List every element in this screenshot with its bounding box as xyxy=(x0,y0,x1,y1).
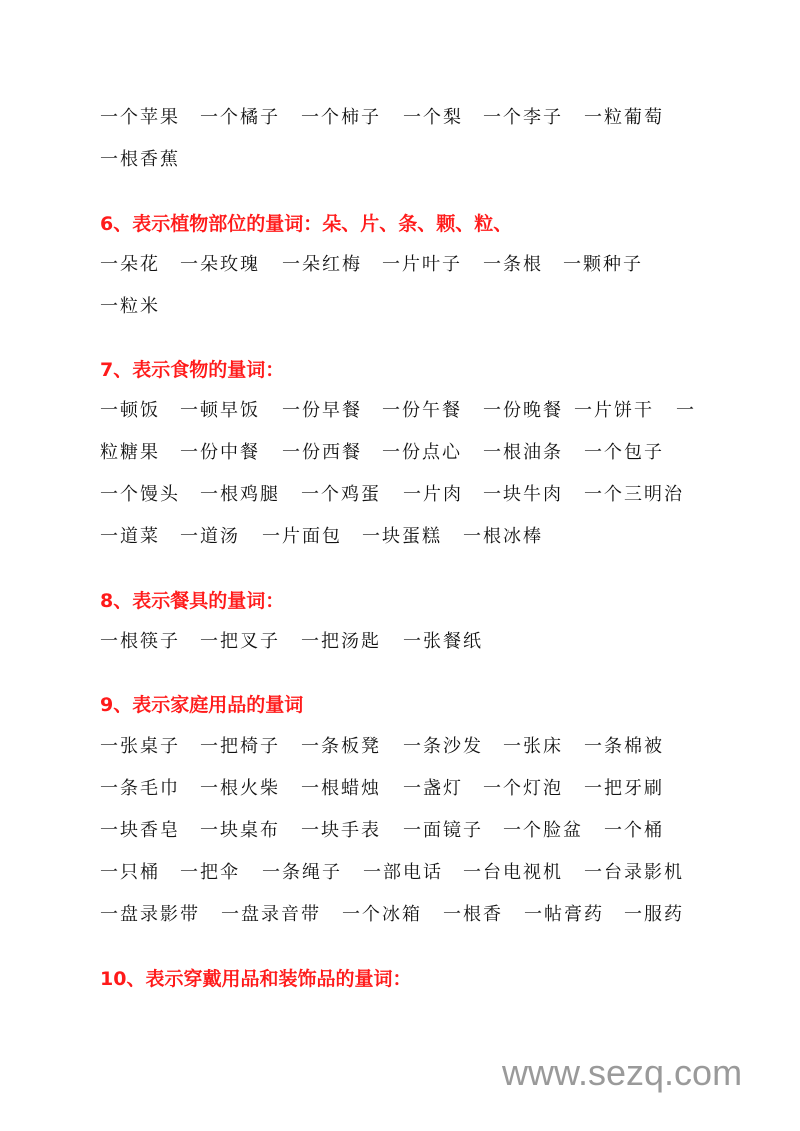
measure-phrase: 一个灯泡 xyxy=(483,778,563,799)
measure-phrase: 一条绳子 xyxy=(262,862,342,883)
measure-phrase: 一个梨 xyxy=(403,107,463,128)
measure-phrase: 一份点心 xyxy=(382,442,462,463)
measure-phrase: 一把伞 xyxy=(180,862,240,883)
measure-phrase: 一朵玫瑰 xyxy=(180,254,260,275)
measure-phrase: 一份晚餐 xyxy=(483,400,563,421)
measure-phrase: 一把椅子 xyxy=(200,736,280,757)
measure-phrase: 一条根 xyxy=(483,254,543,275)
measure-phrase: 一条板凳 xyxy=(301,736,381,757)
measure-phrase: 一道菜 xyxy=(100,526,160,547)
measure-phrase: 一张床 xyxy=(503,736,563,757)
measure-phrase: 一个橘子 xyxy=(200,107,280,128)
measure-phrase: 一把汤匙 xyxy=(301,631,381,652)
section-heading-9: 9、表示家庭用品的量词 xyxy=(100,694,304,716)
measure-phrase: 一块牛肉 xyxy=(483,484,563,505)
measure-phrase: 一盘录影带 xyxy=(100,904,200,925)
measure-phrase: 一个冰箱 xyxy=(342,904,422,925)
measure-phrase: 一个脸盆 xyxy=(503,820,583,841)
measure-phrase: 一盘录音带 xyxy=(221,904,321,925)
watermark: www.sezq.com xyxy=(502,1052,743,1093)
measure-phrase: 一个李子 xyxy=(483,107,563,128)
measure-phrase: 一片肉 xyxy=(403,484,463,505)
measure-phrase: 一朵红梅 xyxy=(282,254,362,275)
measure-phrase: 一个桶 xyxy=(604,820,664,841)
measure-phrase: 一个馒头 xyxy=(100,484,180,505)
measure-phrase: 一服药 xyxy=(624,904,684,925)
measure-phrase: 一根蜡烛 xyxy=(301,778,381,799)
measure-phrase: 一个苹果 xyxy=(100,107,180,128)
measure-phrase: 一片叶子 xyxy=(382,254,462,275)
measure-phrase: 一份午餐 xyxy=(382,400,462,421)
measure-phrase: 一个三明治 xyxy=(584,484,684,505)
measure-phrase: 一朵花 xyxy=(100,254,160,275)
section-heading-6: 6、表示植物部位的量词：朵、片、条、颗、粒、 xyxy=(100,213,513,235)
section-heading-10: 10、表示穿戴用品和装饰品的量词： xyxy=(100,968,412,990)
measure-phrase: 一颗种子 xyxy=(563,254,643,275)
measure-phrase: 一部电话 xyxy=(363,862,443,883)
measure-phrase: 一根香蕉 xyxy=(100,149,180,170)
measure-phrase: 一把牙刷 xyxy=(584,778,664,799)
measure-phrase: 一条沙发 xyxy=(403,736,483,757)
measure-phrase: 一个柿子 xyxy=(301,107,381,128)
measure-phrase: 一条毛巾 xyxy=(100,778,180,799)
measure-phrase: 粒糖果 xyxy=(100,442,160,463)
measure-phrase: 一片面包 xyxy=(262,526,342,547)
measure-phrase: 一面镜子 xyxy=(403,820,483,841)
measure-phrase: 一把叉子 xyxy=(200,631,280,652)
measure-phrase: 一道汤 xyxy=(180,526,240,547)
measure-phrase: 一份中餐 xyxy=(180,442,260,463)
measure-phrase: 一个鸡蛋 xyxy=(301,484,381,505)
measure-phrase: 一顿早饭 xyxy=(180,400,260,421)
measure-phrase: 一粒葡萄 xyxy=(584,107,664,128)
measure-phrase: 一张餐纸 xyxy=(403,631,483,652)
measure-phrase: 一盏灯 xyxy=(403,778,463,799)
measure-phrase: 一块桌布 xyxy=(200,820,280,841)
measure-phrase: 一块香皂 xyxy=(100,820,180,841)
measure-phrase: 一帖膏药 xyxy=(524,904,604,925)
measure-phrase: 一根筷子 xyxy=(100,631,180,652)
measure-phrase: 一块蛋糕 xyxy=(362,526,442,547)
measure-phrase: 一根鸡腿 xyxy=(200,484,280,505)
measure-phrase: 一份早餐 xyxy=(282,400,362,421)
measure-phrase: 一条棉被 xyxy=(584,736,664,757)
measure-phrase: 一台录影机 xyxy=(584,862,684,883)
measure-phrase: 一台电视机 xyxy=(463,862,563,883)
section-heading-7: 7、表示食物的量词： xyxy=(100,359,285,381)
measure-phrase: 一根油条 xyxy=(483,442,563,463)
measure-phrase: 一只桶 xyxy=(100,862,160,883)
section-heading-8: 8、表示餐具的量词： xyxy=(100,590,285,612)
measure-phrase: 一份西餐 xyxy=(282,442,362,463)
measure-phrase: 一根火柴 xyxy=(200,778,280,799)
measure-phrase: 一块手表 xyxy=(301,820,381,841)
measure-phrase: 一片饼干 xyxy=(574,400,654,421)
measure-phrase: 一根冰棒 xyxy=(463,526,543,547)
measure-phrase: 一 xyxy=(676,400,696,421)
measure-phrase: 一粒米 xyxy=(100,296,160,317)
measure-phrase: 一根香 xyxy=(443,904,503,925)
measure-phrase: 一顿饭 xyxy=(100,400,160,421)
measure-phrase: 一张桌子 xyxy=(100,736,180,757)
measure-phrase: 一个包子 xyxy=(584,442,664,463)
